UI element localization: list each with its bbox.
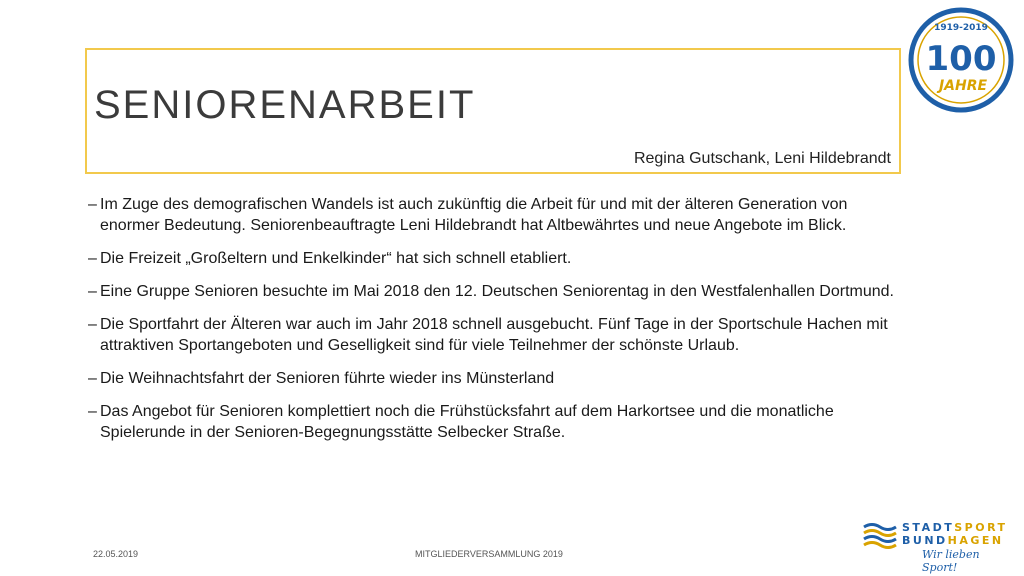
list-item [88,281,903,302]
footer-date: 22.05.2019 [93,549,139,559]
logo-years: 1919-2019 [934,23,988,33]
bullet-text: Eine Gruppe Senioren besuchte im Mai 2018 den 12. Deutschen Seniorentag in den Westfalenhallen Dortmund. [100,283,894,300]
bullet-marker: – [88,316,97,333]
brand-line-2: BUNDHAGEN [902,534,1004,547]
bullet-text: Die Sportfahrt der Älteren war auch im Jahr 2018 schnell ausgebucht. Fünf Tage in der Sportschule Hachen mit attraktiven Sportangeboten und Geselligkeit sind für viele Teilnehmer der schönste Urlaub. [100,316,888,354]
bullet-text: Die Weihnachtsfahrt der Senioren führte wieder ins Münsterland [100,370,555,387]
logo-number: 100 [925,39,997,79]
bullet-text: Im Zuge des demografischen Wandels ist auch zukünftig die Arbeit für und mit der älteren Generation von enormer Bedeutung. Seniorenbeauftragte Leni Hildebrandt hat Altbewährtes und neue Angebote im Blick. [100,196,848,234]
list-item [88,314,903,356]
waves-icon [862,521,898,551]
brand-line-1: STADTSPORT [902,521,1008,534]
list-item [88,194,903,236]
anniversary-logo [907,6,1015,114]
brand-logo [862,521,1017,574]
bullet-text: Die Freizeit „Großeltern und Enkelkinder“ hat sich schnell etabliert. [100,250,572,267]
bullet-marker: – [88,196,97,213]
footer-title: MITGLIEDERVERSAMMLUNG 2019 [415,549,563,559]
slide-subtitle: Regina Gutschank, Leni Hildebrandt [633,150,891,167]
brand-tagline: Wir lieben Sport! [922,548,980,574]
list-item [88,248,903,269]
list-item [88,401,903,443]
bullet-marker: – [88,283,97,300]
logo-word: JAHRE [938,78,988,94]
bullet-marker: – [88,250,97,267]
slide-title: SENIORENARBEIT [94,83,476,127]
bullet-list [88,194,903,455]
bullet-text: Das Angebot für Senioren komplettiert noch die Frühstücksfahrt auf dem Harkortsee und die monatliche Spielerunde in der Senioren-Begegnungsstätte Selbecker Straße. [100,403,834,441]
bullet-marker: – [88,370,97,387]
bullet-marker: – [88,403,97,420]
list-item [88,368,903,389]
